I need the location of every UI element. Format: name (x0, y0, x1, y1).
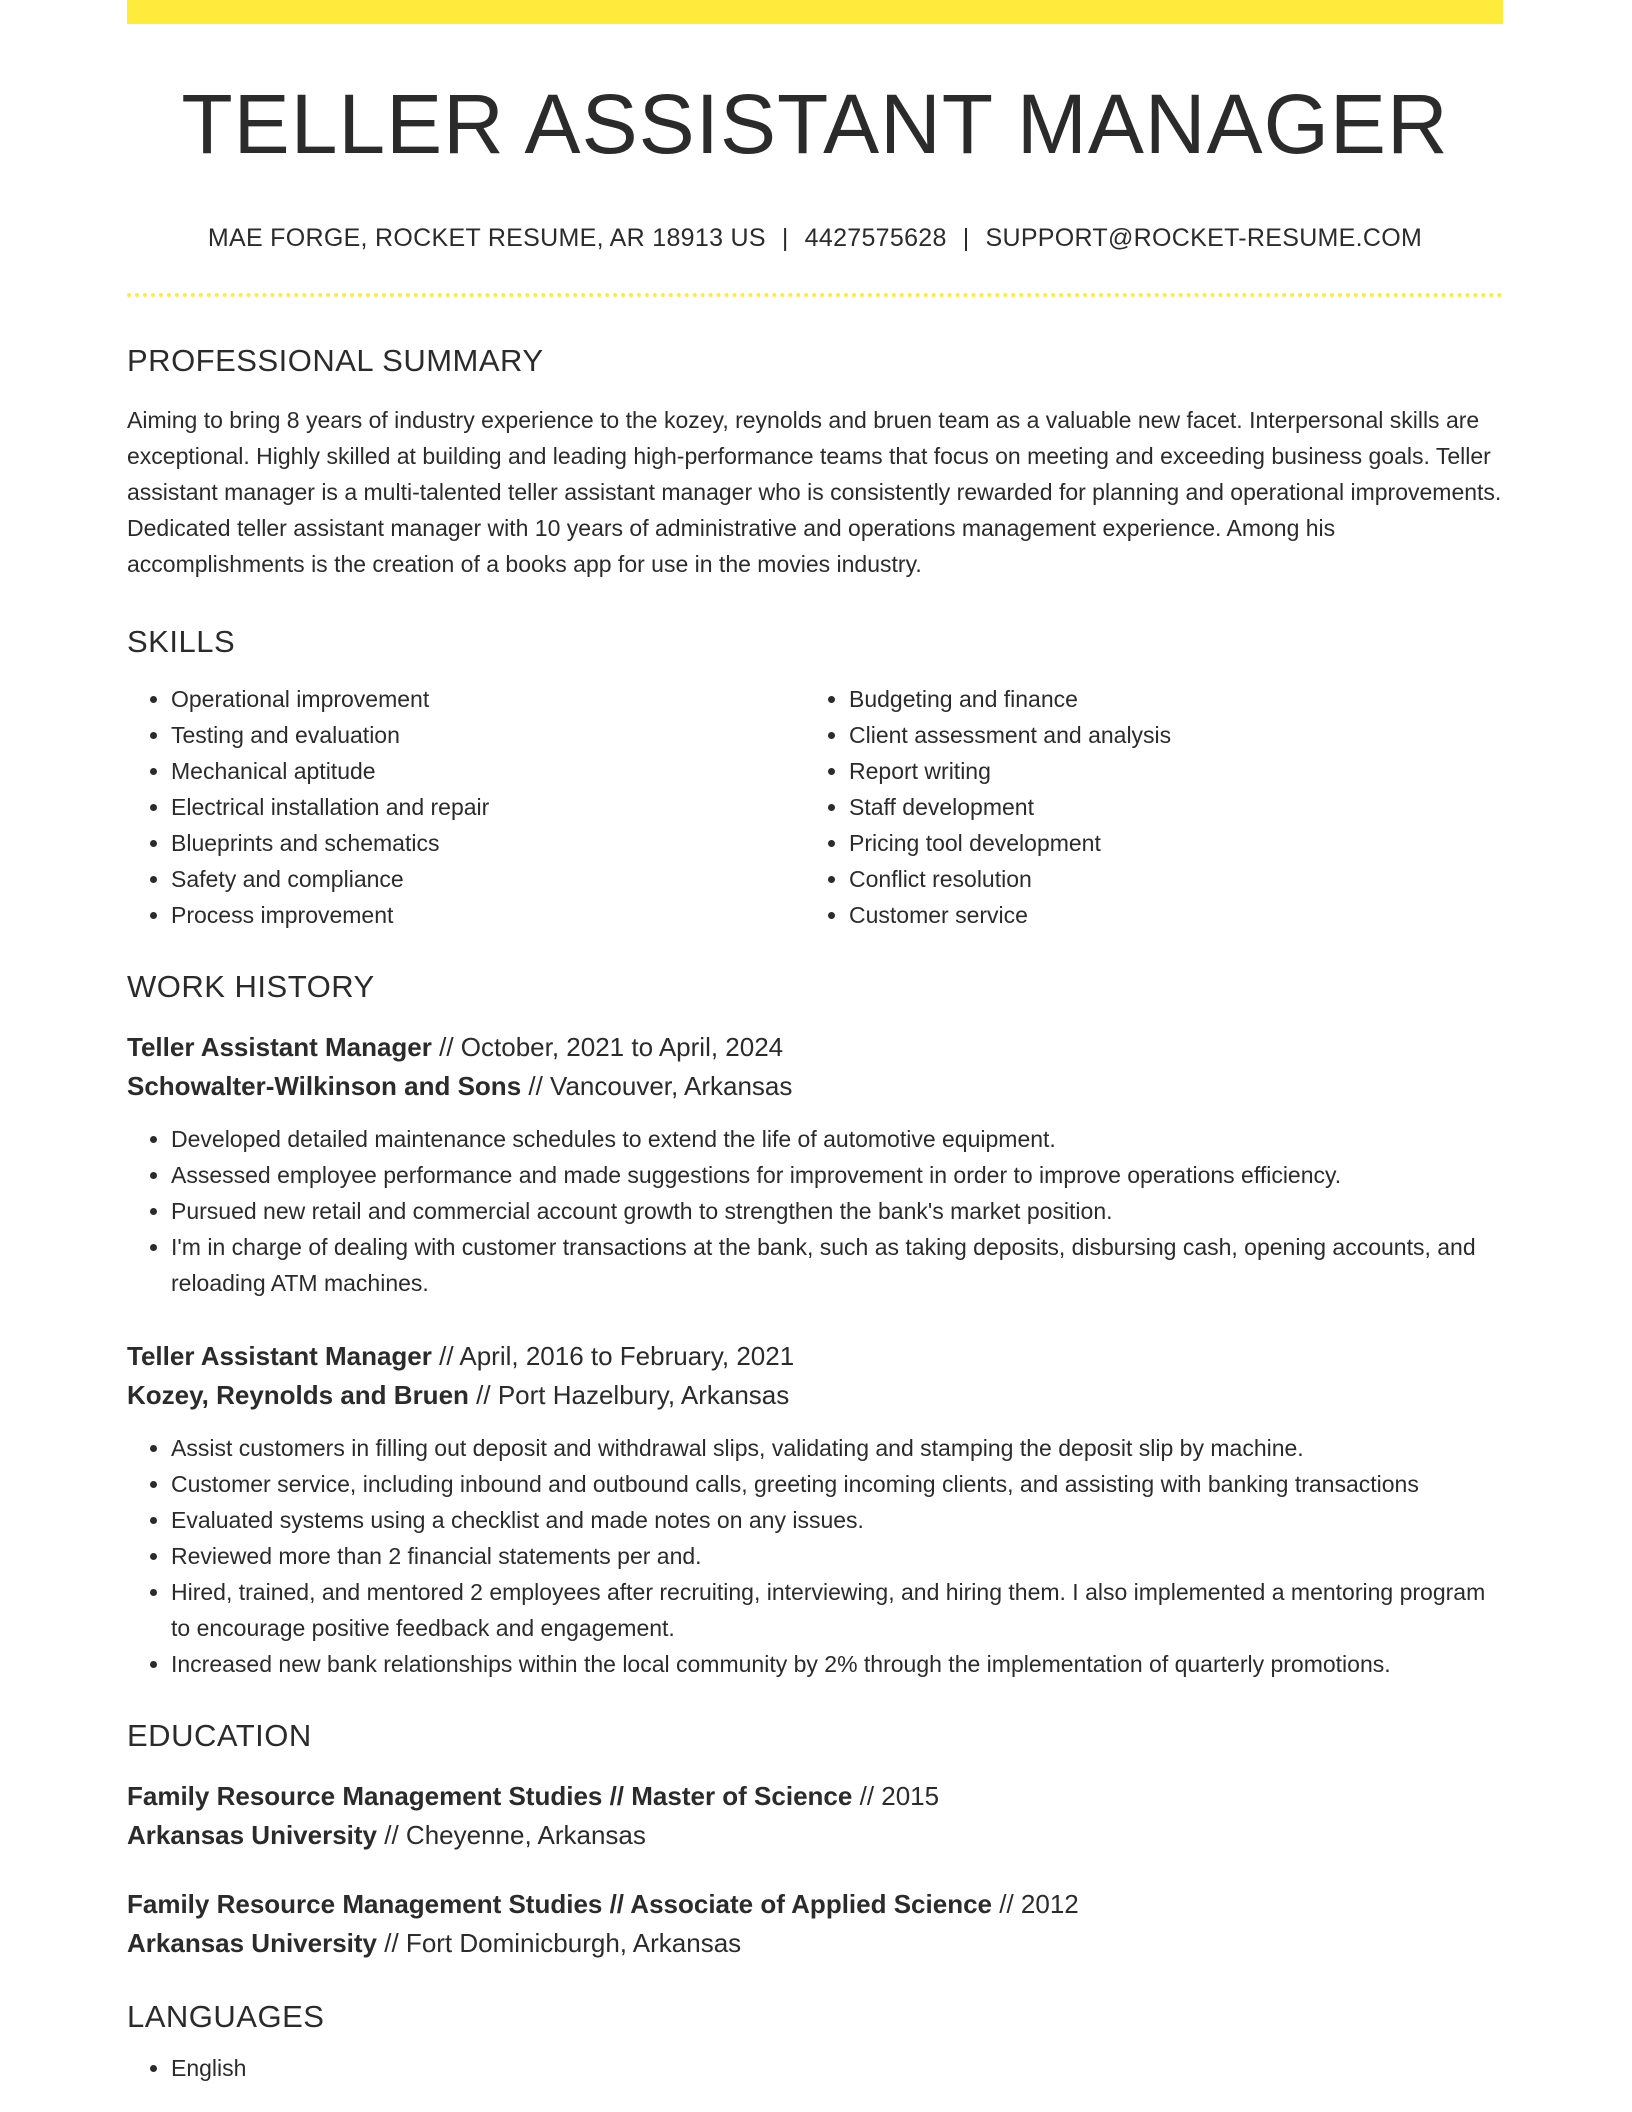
education-degree: Family Resource Management Studies // Associate of Applied Science (127, 1889, 992, 1920)
skills-column-left (127, 681, 805, 933)
contact-phone: 4427575628 (804, 224, 947, 253)
job-bullet: • I'm in charge of dealing with customer transactions at the bank, such as taking deposits, disbursing cash, opening accounts, and reloading ATM machines. (171, 1229, 1503, 1301)
education-year: // 2015 (859, 1781, 940, 1812)
education-school: Arkansas University (127, 1820, 378, 1851)
job-dates: // April, 2016 to February, 2021 (439, 1341, 795, 1372)
job-bullet: • Evaluated systems using a checklist and made notes on any issues. (171, 1502, 1503, 1538)
accent-top-bar (127, 0, 1503, 24)
skill-item: • Staff development (849, 789, 1483, 825)
job-company: Kozey, Reynolds and Bruen (127, 1380, 469, 1411)
job-bullet: • Customer service, including inbound and outbound calls, greeting incoming clients, and assisting with banking transactions (171, 1466, 1503, 1502)
job-bullet: • Assist customers in filling out deposit and withdrawal slips, validating and stamping the deposit slip by machine. (171, 1430, 1503, 1466)
skill-item: • Report writing (849, 753, 1483, 789)
education-location: // Fort Dominicburgh, Arkansas (384, 1928, 742, 1959)
job-title: Teller Assistant Manager (127, 1032, 432, 1063)
skill-item: • Conflict resolution (849, 861, 1483, 897)
education-degree-line (127, 1885, 1503, 1924)
job-company-line (127, 1376, 1503, 1415)
education-school-line (127, 1924, 1503, 1963)
job-entry (127, 1028, 1503, 1301)
dotted-divider (127, 293, 1503, 297)
job-bullets (127, 1430, 1503, 1682)
skill-item: • Pricing tool development (849, 825, 1483, 861)
contact-email: SUPPORT@ROCKET-RESUME.COM (985, 224, 1423, 253)
skill-item: • Testing and evaluation (171, 717, 805, 753)
job-company-line (127, 1067, 1503, 1106)
skills-column-right (805, 681, 1483, 933)
education-entry (127, 1777, 1503, 1855)
job-bullet: • Increased new bank relationships within the local community by 2% through the implementation of quarterly promotions. (171, 1646, 1503, 1682)
education-heading: EDUCATION (127, 1718, 312, 1754)
languages-list (127, 2050, 1503, 2086)
skill-item: • Blueprints and schematics (171, 825, 805, 861)
job-entry (127, 1337, 1503, 1682)
contact-separator: | (781, 224, 789, 253)
skill-item: • Client assessment and analysis (849, 717, 1483, 753)
job-location: // Port Hazelbury, Arkansas (476, 1380, 790, 1411)
languages-section (127, 2001, 1503, 2086)
skill-item: • Electrical installation and repair (171, 789, 805, 825)
job-bullet: • Pursued new retail and commercial account growth to strengthen the bank's market position. (171, 1193, 1503, 1229)
job-bullet: • Hired, trained, and mentored 2 employees after recruiting, interviewing, and hiring them. I also implemented a mentoring program to encourage positive feedback and engagement. (171, 1574, 1503, 1646)
skill-item: • Customer service (849, 897, 1483, 933)
skill-item: • Operational improvement (171, 681, 805, 717)
contact-separator: | (962, 224, 970, 253)
contact-line (127, 224, 1503, 253)
job-title-line (127, 1337, 1503, 1376)
education-school: Arkansas University (127, 1928, 378, 1959)
education-degree: Family Resource Management Studies // Master of Science (127, 1781, 853, 1812)
job-bullets (127, 1121, 1503, 1301)
languages-heading: LANGUAGES (127, 1999, 325, 2035)
contact-address: MAE FORGE, ROCKET RESUME, AR 18913 US (207, 224, 766, 253)
job-company: Schowalter-Wilkinson and Sons (127, 1071, 522, 1102)
skill-item: • Process improvement (171, 897, 805, 933)
job-bullet: • Developed detailed maintenance schedules to extend the life of automotive equipment. (171, 1121, 1503, 1157)
language-item: • English (171, 2050, 1503, 2086)
resume-title: TELLER ASSISTANT MANAGER (181, 77, 1449, 171)
education-location: // Cheyenne, Arkansas (384, 1820, 646, 1851)
skill-item: • Budgeting and finance (849, 681, 1483, 717)
summary-heading: PROFESSIONAL SUMMARY (127, 343, 544, 379)
skills-list (127, 681, 1503, 933)
skill-item: • Mechanical aptitude (171, 753, 805, 789)
work-history-heading: WORK HISTORY (127, 969, 375, 1005)
job-bullet: • Assessed employee performance and made suggestions for improvement in order to improve operations efficiency. (171, 1157, 1503, 1193)
summary-text: Aiming to bring 8 years of industry experience to the kozey, reynolds and bruen team as a valuable new facet. Interpersonal skills are exceptional. Highly skilled at building and leading high-performance teams that focus on meeting and exceeding business goals. Teller assistant manager is a multi-talented teller assistant manager who is consistently rewarded for planning and operational improvements. Dedicated teller assistant manager with 10 years of administrative and operations management experience. Among his accomplishments is the creation of a books app for use in the movies industry. (127, 407, 1502, 578)
job-title-line (127, 1028, 1503, 1067)
job-location: // Vancouver, Arkansas (528, 1071, 793, 1102)
skill-item: • Safety and compliance (171, 861, 805, 897)
education-degree-line (127, 1777, 1503, 1816)
skills-heading: SKILLS (127, 624, 236, 660)
job-bullet: • Reviewed more than 2 financial statements per and. (171, 1538, 1503, 1574)
resume-page (127, 0, 1503, 2086)
job-title: Teller Assistant Manager (127, 1341, 432, 1372)
education-entry (127, 1885, 1503, 1963)
education-school-line (127, 1816, 1503, 1855)
education-year: // 2012 (999, 1889, 1079, 1920)
job-dates: // October, 2021 to April, 2024 (439, 1032, 784, 1063)
